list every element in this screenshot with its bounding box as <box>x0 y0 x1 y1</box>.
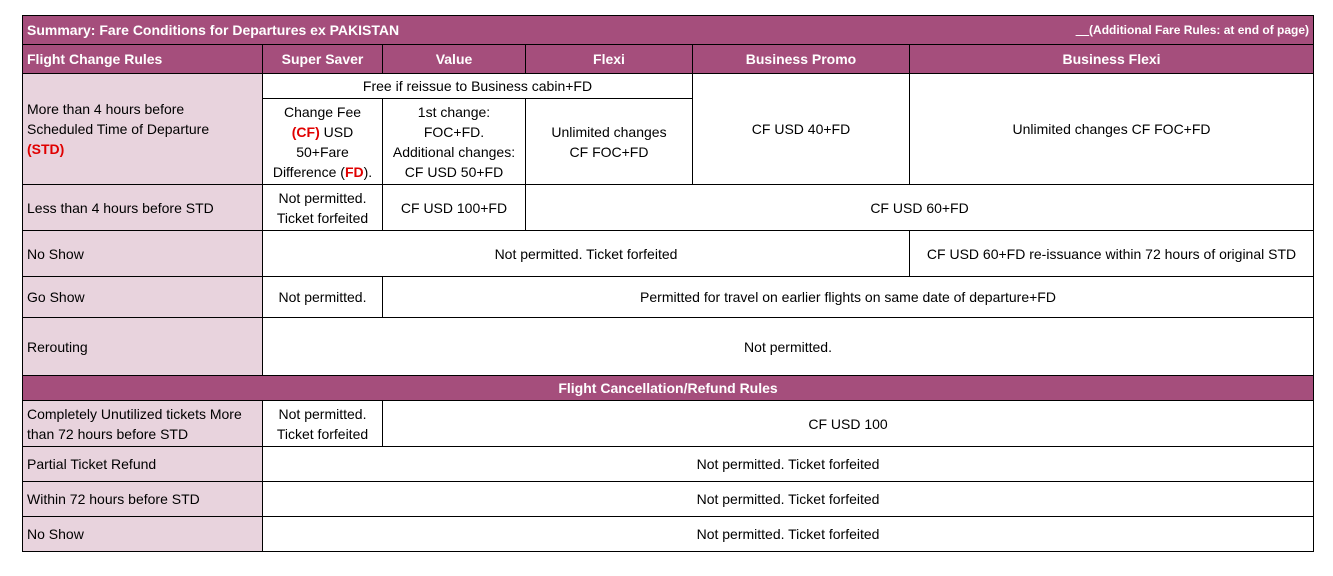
super-saver-less4-cell: Not permitted. Ticket forfeited <box>263 185 383 231</box>
additional-rules-link-prefix: __ <box>1075 23 1090 37</box>
value-less4-cell: CF USD 100+FD <box>383 185 526 231</box>
value-more4-cell: 1st change: FOC+FD. Additional changes: CF USD 50+FD <box>383 99 526 185</box>
row-label-less-than-4-hours: Less than 4 hours before STD <box>23 185 263 231</box>
super-saver-unutilized-cell: Not permitted. Ticket forfeited <box>263 401 383 447</box>
col-header-flexi: Flexi <box>526 45 693 74</box>
row-label-more-than-4-hours: More than 4 hours before Scheduled Time of Departure (STD) <box>23 74 263 185</box>
table-row <box>23 482 1314 517</box>
fare-conditions-table <box>22 15 1314 552</box>
col-header-value: Value <box>383 45 526 74</box>
rest-goshow-cell: Permitted for travel on earlier flights on same date of departure+FD <box>383 277 1314 318</box>
title-cell <box>23 16 1314 45</box>
rest-less4-cell: CF USD 60+FD <box>526 185 1314 231</box>
table-row <box>23 277 1314 318</box>
table-row <box>23 74 1314 99</box>
table-row <box>23 185 1314 231</box>
business-flexi-more4-cell: Unlimited changes CF FOC+FD <box>910 74 1314 185</box>
table-row <box>23 318 1314 376</box>
page-title: Summary: Fare Conditions for Departures ex PAKISTAN <box>27 22 400 38</box>
col-header-business-promo: Business Promo <box>693 45 910 74</box>
section-title-cancellation: Flight Cancellation/Refund Rules <box>23 376 1314 401</box>
table-row <box>23 401 1314 447</box>
row-label-no-show: No Show <box>23 231 263 277</box>
partial-refund-cell: Not permitted. Ticket forfeited <box>263 447 1314 482</box>
additional-rules-link: (Additional Fare Rules: at end of page) <box>1089 23 1310 37</box>
additional-rules-note[interactable] <box>1076 20 1309 40</box>
col-header-business-flexi: Business Flexi <box>910 45 1314 74</box>
super-saver-more4-cell: Change Fee (CF) USD 50+Fare Difference (FD). <box>263 99 383 185</box>
rerouting-cell: Not permitted. <box>263 318 1314 376</box>
flexi-more4-cell: Unlimited changes CF FOC+FD <box>526 99 693 185</box>
col-header-rules: Flight Change Rules <box>23 45 263 74</box>
fd-highlight: FD <box>344 163 364 180</box>
business-flexi-noshow-cell: CF USD 60+FD re-issuance within 72 hours of original STD <box>910 231 1314 277</box>
std-highlight: (STD) <box>27 141 65 157</box>
section-header-row <box>23 376 1314 401</box>
row-label-within-72-hours: Within 72 hours before STD <box>23 482 263 517</box>
business-promo-more4-cell: CF USD 40+FD <box>693 74 910 185</box>
column-header-row <box>23 45 1314 74</box>
cancel-no-show-cell: Not permitted. Ticket forfeited <box>263 517 1314 552</box>
title-row <box>23 16 1314 45</box>
cf-highlight: (CF) <box>291 123 320 140</box>
super-saver-goshow-cell: Not permitted. <box>263 277 383 318</box>
col-header-super-saver: Super Saver <box>263 45 383 74</box>
row-label-partial-refund: Partial Ticket Refund <box>23 447 263 482</box>
within-72-cell: Not permitted. Ticket forfeited <box>263 482 1314 517</box>
economy-noshow-cell: Not permitted. Ticket forfeited <box>263 231 910 277</box>
row-label-unutilized: Completely Unutilized tickets More than 72 hours before STD <box>23 401 263 447</box>
table-row <box>23 447 1314 482</box>
row-label-cancel-no-show: No Show <box>23 517 263 552</box>
row-label-go-show: Go Show <box>23 277 263 318</box>
rest-unutilized-cell: CF USD 100 <box>383 401 1314 447</box>
free-reissue-cell: Free if reissue to Business cabin+FD <box>263 74 693 99</box>
table-row <box>23 517 1314 552</box>
row-label-rerouting: Rerouting <box>23 318 263 376</box>
table-row <box>23 231 1314 277</box>
